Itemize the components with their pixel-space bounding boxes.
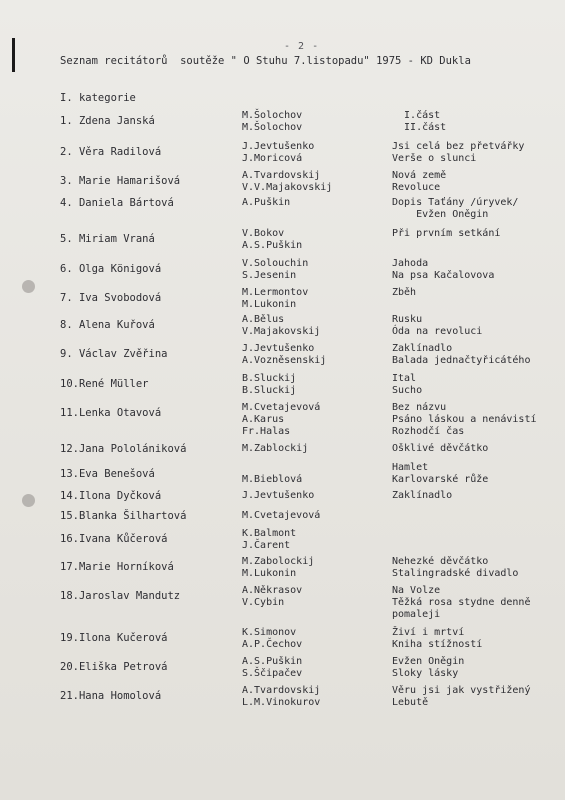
poem-title: Jahoda Na psa Kačalovova [392,258,495,281]
margin-mark [12,38,15,72]
poem-title: Dopis Taťány /úryvek/ Evžen Oněgin [392,197,519,220]
poem-author: J.Jevtušenko [242,490,315,501]
reciter-name: 12.Jana Pololániková [60,443,187,455]
poem-author: M.Zablockij [242,443,309,454]
poem-title: Evžen Oněgin Sloky lásky [392,656,465,679]
poem-title: I.část II.část [404,110,447,133]
poem-title: Na Volze Těžká rosa stydne denně pomaleji [392,585,531,620]
poem-author: V.Solouchin S.Jesenin [242,258,309,281]
poem-author: A.S.Puškin S.Ščipačev [242,656,303,679]
poem-title: Hamlet Karlovarské růže [392,462,489,485]
reciter-name: 1. Zdena Janská [60,115,155,127]
reciter-name: 17.Marie Horníková [60,561,174,573]
reciter-name: 10.René Müller [60,378,149,390]
page-number: - 2 - [284,41,320,52]
reciter-name: 9. Václav Zvěřina [60,348,168,360]
poem-title: Ital Sucho [392,373,423,396]
poem-title: Rusku Óda na revoluci [392,314,483,337]
poem-title: Jsi celá bez přetvářky Verše o slunci [392,141,525,164]
poem-title: Při prvním setkání [392,228,501,239]
poem-title: Zběh [392,287,417,298]
reciter-name: 13.Eva Benešová [60,468,155,480]
poem-author: M.Šolochov M.Šolochov [242,110,303,133]
poem-author: B.Sluckij B.Sluckij [242,373,297,396]
poem-author: V.Bokov A.S.Puškin [242,228,303,251]
poem-author: M.Cvetajevová [242,510,321,521]
poem-author: M.Zabolockij M.Lukonin [242,556,315,579]
reciter-name: 14.Ilona Dyčková [60,490,162,502]
poem-title: Bez názvu Psáno láskou a nenávistí Rozhodčí čas [392,402,537,437]
poem-title: Zaklínadlo [392,490,453,501]
reciter-name: 20.Eliška Petrová [60,661,168,673]
poem-author: A.Někrasov V.Cybin [242,585,303,608]
poem-author: M.Bieblová [242,474,303,485]
document-title: Seznam recitátorů soutěže " O Stuhu 7.listopadu" 1975 - KD Dukla [60,55,471,67]
poem-author: M.Cvetajevová A.Karus Fr.Halas [242,402,321,437]
reciter-name: 7. Iva Svobodová [60,292,162,304]
reciter-name: 21.Hana Homolová [60,690,162,702]
reciter-name: 2. Věra Radilová [60,146,162,158]
poem-title: Věru jsi jak vystřižený Lebutě [392,685,531,708]
reciter-name: 19.Ilona Kučerová [60,632,168,644]
reciter-name: 18.Jaroslav Mandutz [60,590,181,602]
reciter-name: 11.Lenka Otavová [60,407,162,419]
reciter-name: 5. Miriam Vraná [60,233,155,245]
reciter-name: 16.Ivana Kůčerová [60,533,168,545]
poem-title: Zaklínadlo Balada jednačtyřicátého [392,343,531,366]
poem-author: A.Tvardovskij V.V.Majakovskij [242,170,333,193]
poem-author: K.Simonov A.P.Čechov [242,627,303,650]
poem-author: A.Bělus V.Majakovskij [242,314,321,337]
reciter-name: 6. Olga Königová [60,263,162,275]
punch-hole [22,494,35,507]
poem-author: J.Jevtušenko A.Vozněsenskij [242,343,327,366]
poem-title: Ošklivé děvčátko [392,443,489,454]
poem-author: J.Jevtušenko J.Moricová [242,141,315,164]
poem-author: A.Tvardovskij L.M.Vinokurov [242,685,321,708]
poem-title: Živí i mrtví Kniha stížností [392,627,483,650]
reciter-name: 3. Marie Hamarišová [60,175,181,187]
poem-title: Nehezké děvčátko Stalingradské divadlo [392,556,519,579]
poem-author: A.Puškin [242,197,291,208]
reciter-name: 15.Blanka Šilhartová [60,510,187,522]
reciter-name: 4. Daniela Bártová [60,197,174,209]
poem-author: M.Lermontov M.Lukonin [242,287,309,310]
poem-author: K.Balmont J.Čarent [242,528,297,551]
punch-hole [22,280,35,293]
poem-title: Nová země Revoluce [392,170,447,193]
reciter-name: 8. Alena Kuřová [60,319,155,331]
section-heading: I. kategorie [60,92,136,104]
